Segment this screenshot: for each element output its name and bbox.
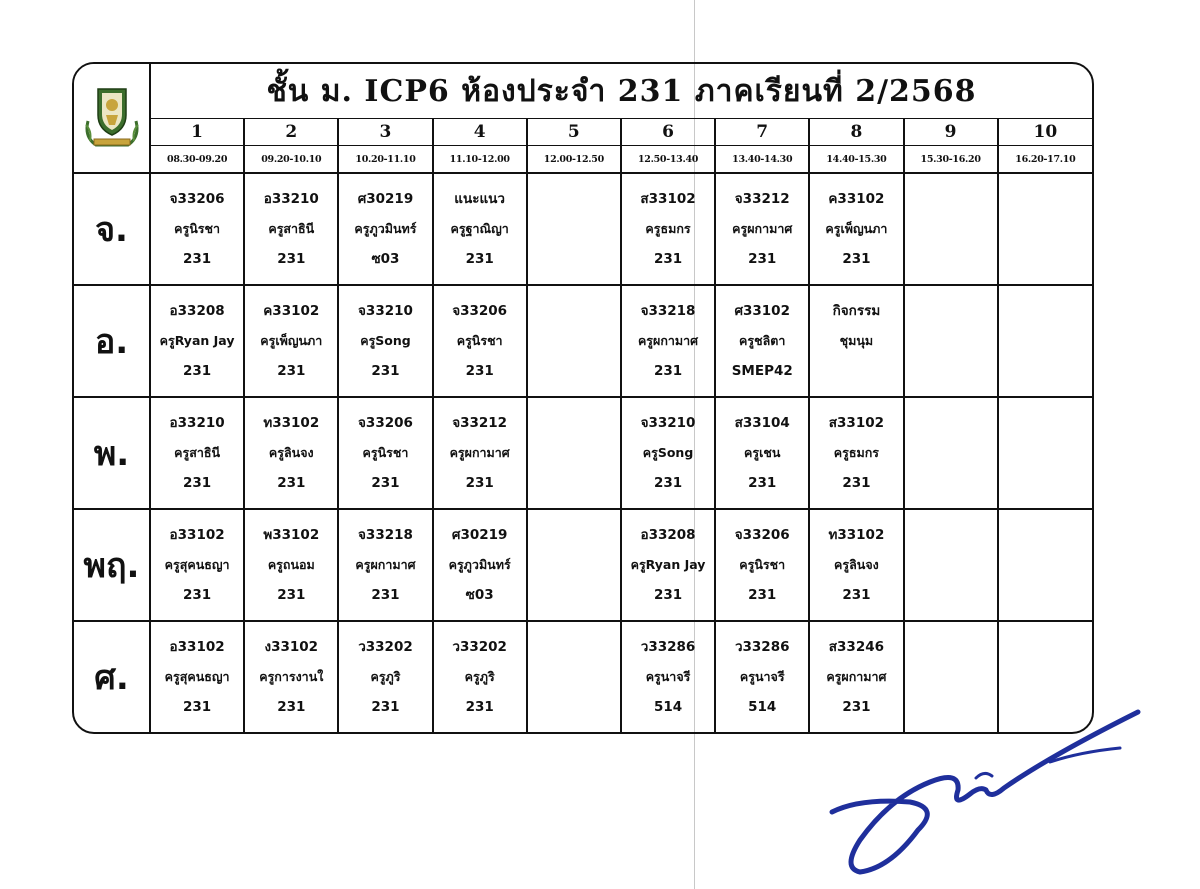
room-number: 231 <box>653 475 683 492</box>
subject-code: จ33210 <box>640 415 696 432</box>
subject-code: จ33206 <box>169 191 225 208</box>
subject-code <box>528 184 620 214</box>
subject-code <box>905 520 997 550</box>
schedule-cell <box>338 173 432 285</box>
teacher-name: ครูนิรชา <box>362 445 409 461</box>
room-number: 514 <box>653 699 683 716</box>
teacher-name: ครูธมกร <box>645 221 691 237</box>
period-number: 10 <box>998 119 1092 146</box>
room-number: 231 <box>748 475 777 492</box>
room-number: 231 <box>748 587 777 604</box>
room-number: 231 <box>277 475 306 492</box>
room-number: 231 <box>183 251 212 268</box>
room-number: 231 <box>183 475 212 492</box>
class-timetable <box>74 64 1092 732</box>
subject-code <box>905 296 997 326</box>
teacher-name: ครูRyan Jay <box>630 557 706 573</box>
teacher-name: ครูการงานใ <box>259 669 324 685</box>
teacher-name <box>528 662 620 692</box>
teacher-name: ครูภูริ <box>370 669 401 685</box>
teacher-name: ครูนิรชา <box>174 221 221 237</box>
teacher-name: ครูเพ็ญนภา <box>825 221 888 237</box>
schedule-cell <box>150 509 244 621</box>
teacher-name: ครูผกามาศ <box>826 669 887 685</box>
subject-code <box>999 296 1092 326</box>
day-label: พฤ. <box>74 509 150 621</box>
subject-code: ท33102 <box>828 527 885 544</box>
school-logo <box>74 64 150 173</box>
subject-code <box>999 408 1092 438</box>
teacher-name: ครูสาธินี <box>268 221 315 237</box>
room-number: 231 <box>653 251 683 268</box>
schedule-cell <box>621 509 715 621</box>
title-row <box>74 64 1092 119</box>
subject-code: อ33208 <box>640 527 696 544</box>
period-number: 4 <box>433 119 527 146</box>
schedule-cell <box>150 397 244 509</box>
teacher-name <box>999 662 1092 692</box>
subject-code <box>528 296 620 326</box>
teacher-name: ครูธมกร <box>833 445 880 461</box>
teacher-name: ชุมนุม <box>839 333 874 349</box>
teacher-name <box>905 438 997 468</box>
room-number <box>528 692 620 722</box>
day-label: ศ. <box>74 621 150 732</box>
room-number: 231 <box>465 363 494 380</box>
room-number <box>528 244 620 274</box>
teacher-name <box>999 326 1092 356</box>
schedule-cell <box>998 285 1092 397</box>
teacher-name <box>905 214 997 244</box>
schedule-cell <box>527 397 621 509</box>
room-number <box>528 580 620 610</box>
room-number <box>810 356 902 386</box>
schedule-cell <box>715 621 809 732</box>
subject-code: จ33212 <box>452 415 508 432</box>
subject-code <box>528 408 620 438</box>
schedule-cell <box>715 173 809 285</box>
room-number: 231 <box>371 475 400 492</box>
subject-code <box>528 632 620 662</box>
teacher-name: ครูSong <box>360 333 411 349</box>
schedule-cell <box>904 397 998 509</box>
schedule-cell <box>527 621 621 732</box>
schedule-cell <box>809 509 903 621</box>
room-number: 231 <box>371 699 400 716</box>
room-number <box>999 244 1092 274</box>
period-number: 2 <box>244 119 338 146</box>
teacher-name: ครูภูวมินทร์ <box>354 221 417 237</box>
teacher-name: ครูเพ็ญนภา <box>260 333 323 349</box>
schedule-cell <box>150 173 244 285</box>
room-number: ซ03 <box>465 587 494 604</box>
schedule-cell <box>715 397 809 509</box>
teacher-name: ครูภูวมินทร์ <box>448 557 511 573</box>
subject-code <box>999 184 1092 214</box>
teacher-name <box>905 326 997 356</box>
room-number: 231 <box>277 587 306 604</box>
period-number: 6 <box>621 119 715 146</box>
teacher-name: ครูผกามาศ <box>637 333 699 349</box>
teacher-name: ครูฐาณิญา <box>450 221 509 237</box>
period-time: 08.30-09.20 <box>150 146 244 174</box>
period-number: 8 <box>809 119 903 146</box>
schedule-cell <box>527 285 621 397</box>
teacher-name: ครูนาจรี <box>739 669 785 685</box>
schedule-cell <box>998 397 1092 509</box>
subject-code: อ33210 <box>169 415 225 432</box>
schedule-cell <box>904 509 998 621</box>
period-number: 1 <box>150 119 244 146</box>
subject-code: จ33212 <box>734 191 790 208</box>
room-number <box>999 356 1092 386</box>
subject-code: ส33102 <box>828 415 885 432</box>
room-number <box>905 244 997 274</box>
schedule-cell <box>527 173 621 285</box>
room-number: 231 <box>653 587 683 604</box>
day-label: พ. <box>74 397 150 509</box>
schedule-cell <box>715 509 809 621</box>
schedule-cell <box>433 621 527 732</box>
teacher-name: ครูชลิตา <box>739 333 786 349</box>
handwritten-signature <box>820 690 1150 880</box>
subject-code: กิจกรรม <box>832 303 881 320</box>
schedule-cell <box>433 397 527 509</box>
schedule-cell <box>998 509 1092 621</box>
room-number: 231 <box>277 699 306 716</box>
room-number: 231 <box>371 587 400 604</box>
room-number <box>999 468 1092 498</box>
teacher-name <box>528 550 620 580</box>
room-number: 231 <box>842 475 871 492</box>
room-number: 231 <box>465 475 494 492</box>
teacher-name: ครูสุคนธญา <box>164 557 230 573</box>
subject-code: จ33218 <box>640 303 696 320</box>
teacher-name: ครูลินจง <box>268 445 314 461</box>
schedule-cell <box>338 509 432 621</box>
day-row <box>74 397 1092 509</box>
period-time: 13.40-14.30 <box>715 146 809 174</box>
teacher-name: ครูสุคนธญา <box>164 669 230 685</box>
period-time: 15.30-16.20 <box>904 146 998 174</box>
subject-code: ศ33102 <box>734 303 790 320</box>
subject-code: อ33102 <box>169 527 225 544</box>
period-number: 9 <box>904 119 998 146</box>
subject-code: ว33202 <box>452 639 507 656</box>
schedule-cell <box>621 397 715 509</box>
subject-code: จ33210 <box>358 303 413 320</box>
room-number: 231 <box>183 363 212 380</box>
period-time: 12.00-12.50 <box>527 146 621 174</box>
schedule-cell <box>809 285 903 397</box>
schedule-cell <box>244 285 338 397</box>
period-time: 14.40-15.30 <box>809 146 903 174</box>
room-number: 231 <box>465 699 494 716</box>
room-number <box>528 468 620 498</box>
schedule-cell <box>527 509 621 621</box>
subject-code: อ33102 <box>169 639 225 656</box>
teacher-name: ครูนาจรี <box>645 669 691 685</box>
schedule-cell <box>904 173 998 285</box>
schedule-cell <box>809 397 903 509</box>
teacher-name <box>905 550 997 580</box>
subject-code: ว33286 <box>734 639 790 656</box>
schedule-cell <box>998 173 1092 285</box>
room-number: 231 <box>277 251 306 268</box>
room-number: 231 <box>183 587 212 604</box>
day-row <box>74 509 1092 621</box>
teacher-name <box>999 438 1092 468</box>
period-number: 7 <box>715 119 809 146</box>
schedule-cell <box>150 285 244 397</box>
schedule-cell <box>621 621 715 732</box>
subject-code: ศ30219 <box>451 527 508 544</box>
subject-code <box>528 520 620 550</box>
subject-code <box>905 632 997 662</box>
day-row <box>74 285 1092 397</box>
subject-code: ส33102 <box>640 191 696 208</box>
room-number: 231 <box>842 251 871 268</box>
schedule-cell <box>244 621 338 732</box>
schedule-cell <box>338 397 432 509</box>
subject-code: ส33104 <box>734 415 790 432</box>
room-number <box>999 580 1092 610</box>
room-number: 514 <box>748 699 777 716</box>
period-time: 10.20-11.10 <box>338 146 432 174</box>
teacher-name <box>528 326 620 356</box>
day-label: อ. <box>74 285 150 397</box>
day-label: จ. <box>74 173 150 285</box>
teacher-name: ครูRyan Jay <box>159 333 235 349</box>
subject-code: จ33206 <box>452 303 508 320</box>
room-number: 231 <box>748 251 777 268</box>
room-number: 231 <box>277 363 306 380</box>
subject-code: อ33210 <box>263 191 319 208</box>
room-number <box>905 468 997 498</box>
schedule-cell <box>244 509 338 621</box>
teacher-name: ครูลินจง <box>834 557 879 573</box>
subject-code: แนะแนว <box>454 191 505 208</box>
subject-code: พ33102 <box>263 527 320 544</box>
subject-code: ว33202 <box>358 639 413 656</box>
teacher-name: ครูนิรชา <box>456 333 503 349</box>
school-crest-icon <box>82 81 142 151</box>
period-number: 3 <box>338 119 432 146</box>
teacher-name: ครูผกามาศ <box>732 221 793 237</box>
period-time: 09.20-10.10 <box>244 146 338 174</box>
subject-code <box>999 632 1092 662</box>
period-time-row <box>74 146 1092 174</box>
subject-code: ง33102 <box>264 639 319 656</box>
schedule-cell <box>809 173 903 285</box>
teacher-name <box>528 438 620 468</box>
teacher-name <box>905 662 997 692</box>
subject-code <box>999 520 1092 550</box>
teacher-name: ครูถนอม <box>267 557 315 573</box>
room-number: 231 <box>183 699 212 716</box>
teacher-name <box>528 214 620 244</box>
schedule-cell <box>244 397 338 509</box>
schedule-cell <box>621 173 715 285</box>
subject-code: ค33102 <box>828 191 885 208</box>
subject-code: ท33102 <box>263 415 320 432</box>
timetable-frame <box>72 62 1094 734</box>
room-number <box>528 356 620 386</box>
period-time: 11.10-12.00 <box>433 146 527 174</box>
schedule-cell <box>715 285 809 397</box>
room-number: SMEP42 <box>731 363 793 380</box>
teacher-name <box>999 214 1092 244</box>
teacher-name: ครูภูริ <box>464 669 495 685</box>
room-number: 231 <box>371 363 400 380</box>
teacher-name: ครูSong <box>642 445 694 461</box>
room-number: 231 <box>653 363 683 380</box>
room-number: 231 <box>842 699 871 716</box>
subject-code: จ33206 <box>734 527 790 544</box>
schedule-cell <box>433 509 527 621</box>
schedule-cell <box>244 173 338 285</box>
teacher-name: ครูนิรชา <box>739 557 786 573</box>
schedule-cell <box>433 285 527 397</box>
room-number: ซ03 <box>371 251 400 268</box>
subject-code: จ33218 <box>358 527 413 544</box>
schedule-cell <box>338 285 432 397</box>
timetable-title: ชั้น ม. ICP6 ห้องประจำ 231 ภาคเรียนที่ 2/2568 <box>150 64 1092 119</box>
subject-code: อ33208 <box>169 303 225 320</box>
subject-code: ส33246 <box>828 639 885 656</box>
subject-code: ศ30219 <box>357 191 414 208</box>
room-number: 231 <box>465 251 494 268</box>
teacher-name: ครูผกามาศ <box>449 445 510 461</box>
day-row <box>74 173 1092 285</box>
subject-code <box>905 408 997 438</box>
subject-code: ว33286 <box>640 639 696 656</box>
schedule-cell <box>621 285 715 397</box>
schedule-cell <box>433 173 527 285</box>
teacher-name: ครูเชน <box>744 445 781 461</box>
period-number: 5 <box>527 119 621 146</box>
subject-code <box>905 184 997 214</box>
period-number-row <box>74 119 1092 146</box>
period-time: 12.50-13.40 <box>621 146 715 174</box>
room-number <box>905 580 997 610</box>
room-number: 231 <box>842 587 871 604</box>
teacher-name: ครูสาธินี <box>174 445 221 461</box>
teacher-name <box>999 550 1092 580</box>
subject-code: จ33206 <box>358 415 413 432</box>
subject-code: ค33102 <box>263 303 320 320</box>
period-time: 16.20-17.10 <box>998 146 1092 174</box>
teacher-name: ครูผกามาศ <box>355 557 416 573</box>
schedule-cell <box>904 285 998 397</box>
schedule-cell <box>150 621 244 732</box>
room-number <box>905 356 997 386</box>
schedule-cell <box>338 621 432 732</box>
